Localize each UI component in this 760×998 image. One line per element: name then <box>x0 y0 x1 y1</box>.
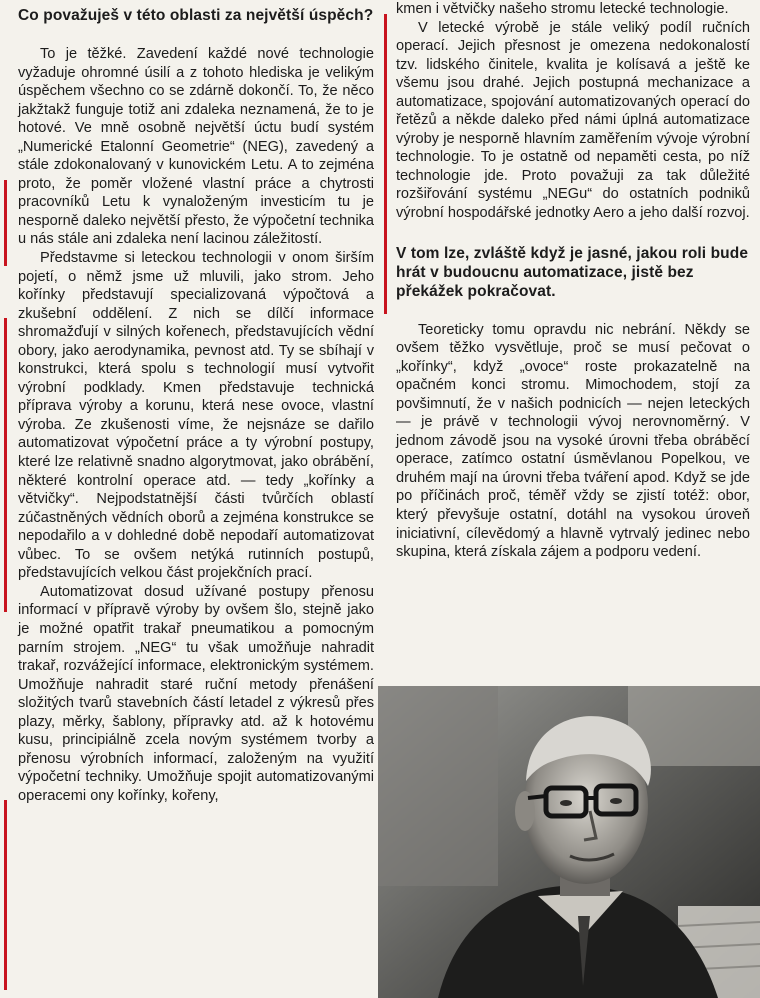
paragraph: V letecké výrobě je stále veliký podíl ručních operací. Jejich přesnost je omezena nedokonalostí tzv. lidského činitele, kvalita je kolísavá a ještě ke všemu jsou drahé. Jejich postupná mechanizace a automatizace, spojování automatizovaných operací do řetězů a někde daleko před námi úplná automatizace výroby je nesporně hlavním zaměřením vývoje výrobní technologie. To je ostatně od nepaměti cesta, po níž technologie jde. Proto považuji za tak důležité rozšiřování systému „NEGu“ do ostatních podniků výrobní hospodářské jednotky Aero a jeho další rozvoj. <box>396 19 750 222</box>
question-heading-1: Co považuješ v této oblasti za největší úspěch? <box>18 7 374 24</box>
paragraph: Teoreticky tomu opravdu nic nebrání. Někdy se ovšem těžko vysvětluje, proč se musí pečovat o „kořínky“, když „ovoce“ roste prokazatelně na opačném konci stromu. Mimochodem, stojí za povšimnutí, že v našich podnicích — nejen leteckých — je právě v technologii vývoj nerovnoměrný. V jednom závodě jsou na vysoké úrovni třeba obráběcí operace, zatímco ostatní úsměvlanou Popelkou, ve druhém mají na úrovni třeba tváření apod. Když se jde po příčinách proč, téměř vždy se zjistí totéž: obor, který převyšuje ostatní, dotáhl na vysokou úroveň iniciativní, cílevědomý a hlavně vytrvalý jedinec nebo skupina, která získala zájem a podporu vedení. <box>396 321 750 561</box>
article-column-right <box>396 0 750 562</box>
paragraph: kmen i větvičky našeho stromu letecké technologie. <box>396 1 729 17</box>
margin-mark-left-1 <box>4 180 7 266</box>
paragraph: Automatizovat dosud užívané postupy přenosu informací v přípravě výroby by ovšem šlo, stejně jako je možné opatřit trakař pneumatikou a pomocným parním strojem. „NEG“ tu však umožňuje nahradit trakař, rozvážející informace, elektronickým systémem. Umožňuje nahradit staré ruční metody přenášení složitých tvarů stavebních částí letadel z výkresů přes plazy, měrky, šablony, přípravky atd. až k hotovému kusu, principiálně zcela novým systémem tvorby a přenosu výrobních informací, založeným na využití výpočetní techniky. Umožňuje spojit automatizovanými operacemi ony kořínky, kořeny, <box>18 583 374 804</box>
article-column-left <box>18 0 374 805</box>
margin-mark-left-3 <box>4 800 7 990</box>
margin-mark-left-2 <box>4 318 7 612</box>
margin-mark-right <box>384 14 387 314</box>
question-heading-2: V tom lze, zvláště když je jasné, jakou roli bude hrát v budoucnu automatizace, jistě bez překážek pokračovat. <box>396 244 749 300</box>
paragraph: Představme si leteckou technologii v onom širším pojetí, o němž jsme už mluvili, jako strom. Jeho kořínky představují specializovaná výpočtová a zkušební oddělení. Z nich se dílčí informace shromažďují v silných kořenech, představujících vědní obory, jako aerodynamika, pevnost atd. Ty se sbíhají v konstrukci, která spolu s technologií musí vytvořit výrobní podklady. Kmen představuje technická příprava výroby a korunu, která nese ovoce, vlastní výroba. Ze zkušenosti víme, že nejsnáze se dařilo automatizovat výpočetní práce a ty výrobní postupy, které lze relativně snadno algorytmovat, jako obrábění, některé kontrolní operace atd. — tedy „kořínky a větvičky“. Nejpodstatnější části tvůrčích oblastí zúčastněných vědních oborů a zejména konstrukce se nepodařilo a v dohledné době nepodaří automatizovat vůbec. To se ovšem netýká rutinních postupů, představujících velkou část projekčních prací. <box>18 250 374 582</box>
portrait-photo <box>378 686 760 998</box>
paragraph: To je těžké. Zavedení každé nové technologie vyžaduje ohromné úsilí a z tohoto hlediska je velikým úspěchem všechno co se zdárně dokončí. To, že něco jakžtakž funguje totiž ani zdaleka neznamená, že to je hotové. Ve mně osobně největší úctu budí systém „Numerické Etalonní Geometrie“ (NEG), zavedený a stále zdokonalovaný v kunovickém Letu. A to zejména proto, že poměr vložené vlastní práce a chytrosti pracovníků Letu k vynaloženým investicím tu je nesporně daleko největší přesto, že výpočetní technika u nás stále ani zdaleka není lacinou záležitostí. <box>18 46 374 248</box>
portrait-illustration <box>378 686 760 998</box>
